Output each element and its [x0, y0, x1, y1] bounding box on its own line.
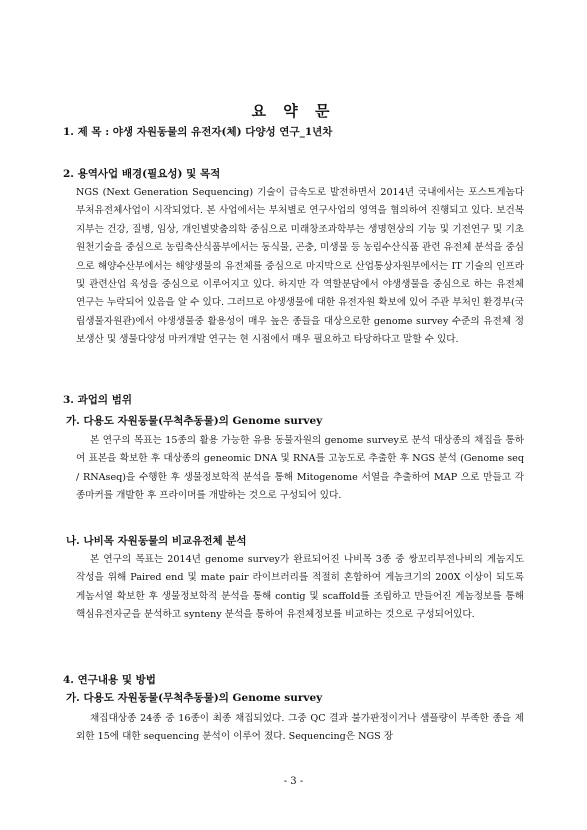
- section-3a-heading: 가. 다용도 자원동물(무척추동물)의 Genome survey: [66, 415, 323, 427]
- section-1-heading: 1. 제 목 : 야생 자원동물의 유전자(체) 다양성 연구_1년차: [63, 126, 333, 138]
- page-title: 요 약 문: [251, 102, 336, 120]
- section-4-heading: 4. 연구내용 및 방법: [63, 674, 156, 686]
- section-3b-paragraph: 본 연구의 목표는 2014년 genome survey가 완료되어진 나비목 3종 중 쌍꼬리부전나비의 게놈지도 작성을 위해 Paired end 및 mate pair 라이브러리를 적절히 혼합하여 게놈크기의 200X 이상이 되도록 게놈서열 확보한 후 생물정보학적 분석을 통해 contig 및 scaffold를 조립하고 만들어진 게놈정보를 통해 핵심유전자군을 분석하고 synteny 분석을 통하여 유전체정보를 비교하는 것으로 구성되어있다.: [76, 554, 524, 621]
- section-4a-paragraph: 채집대상종 24종 중 16종이 최종 채집되었다. 그중 QC 결과 불가판정이거나 샘플량이 부족한 종을 제외한 15에 대한 sequencing 분석이 이루어 졌다. Sequencing은 NGS 장: [76, 713, 524, 743]
- section-4a-heading: 가. 다용도 자원동물(무척추동물)의 Genome survey: [66, 692, 323, 704]
- section-3a-paragraph: 본 연구의 목표는 15종의 활용 가능한 유용 동물자원의 genome survey로 분석 대상종의 채집을 통하여 표본을 확보한 후 대상종의 geneomic DNA 및 RNA를 고농도로 추출한 후 NGS 분석 (Genome seq / RNAseq)을 수행한 후 생물정보학적 분석을 통해 Mitogenome 서열을 추출하여 MAP 으로 만들고 각종마커를 개발한 후 프라이머를 개발하는 것으로 구성되어 있다.: [76, 435, 524, 502]
- section-2-paragraph: NGS (Next Generation Sequencing) 기술이 급속도로 발전하면서 2014년 국내에서는 포스트게놈다부처유전체사업이 시작되었다. 본 사업에서는 부처별로 연구사업의 영역을 협의하여 진행되고 있다. 보건복지부는 건강, 질병, 임상, 개인별맞춤의학 중심으로 미래창조과학부는 생명현상의 기능 및 기전연구 및 기초원천기술을 중심으로 농림축산식품부에서는 동식물, 곤충, 미생물 등 농림수산식품 관련 유전체 분석을 중심으로 해양수산부에서는 해양생물의 유전체를 중심으로 마지막으로 산업통상자원부에서는 IT 기술의 인프라 및 관련산업 육성을 중심으로 이루어지고 있다. 하지만 각 역할분담에서 야생생물을 중심으로 하는 유전체 연구는 누락되어 있음을 알 수 있다. 그러므로 야생생물에 대한 유전자원 확보에 있어 주관 부처인 환경부(국립생물자원관)에서 야생생물중 활용성이 매우 높은 종들을 대상으로한 genome survey 수준의 유전체 정보생산 및 생물다양성 마커개발 연구는 현 시점에서 매우 필요하고 타당하다고 말할 수 있다.: [76, 187, 525, 346]
- section-3-heading: 3. 과업의 범위: [63, 394, 132, 406]
- page-number: - 3 -: [283, 776, 304, 787]
- section-3b-heading: 나. 나비목 자원동물의 비교유전체 분석: [66, 535, 247, 547]
- section-2-heading: 2. 용역사업 배경(필요성) 및 목적: [63, 168, 221, 180]
